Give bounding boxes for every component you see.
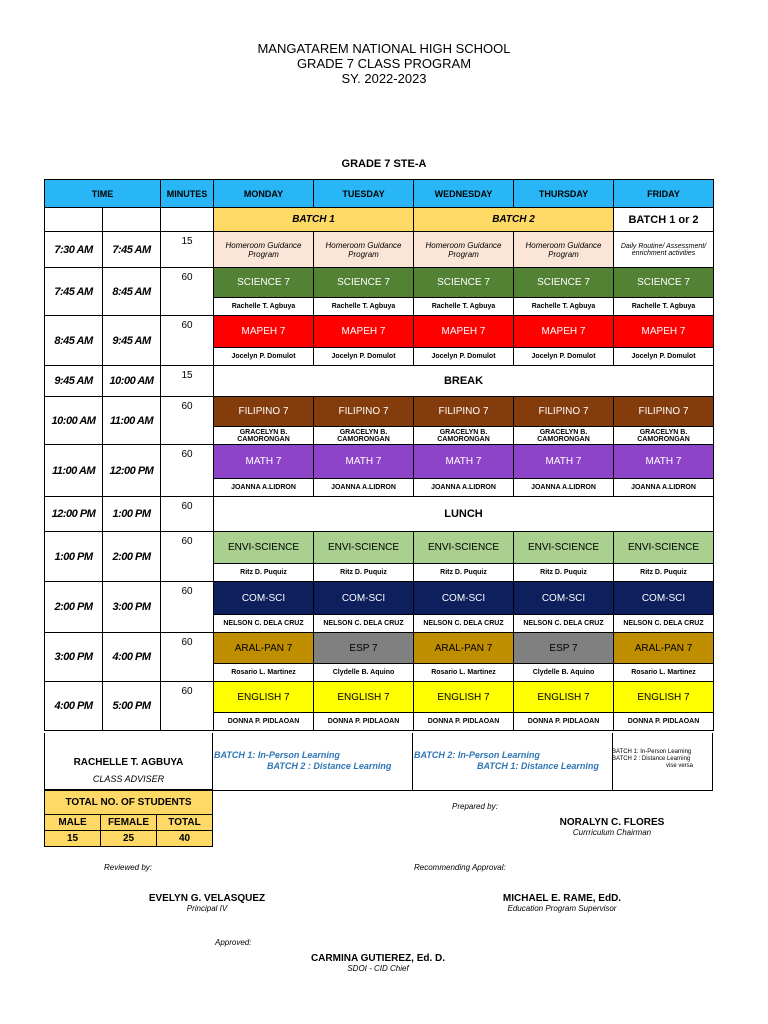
reviewed-name: EVELYN G. VELASQUEZ [148,893,266,904]
end-time: 7:45 AM [103,232,161,268]
teacher-cell-friday: JOANNA A.LIDRON [614,479,714,497]
subject-cell-monday: SCIENCE 7 [214,268,314,298]
reviewed-role: Principal IV [186,904,228,913]
female-count: 25 [101,831,157,847]
teacher-cell-wednesday: Rosario L. Martinez [414,664,514,682]
minutes-cell: 15 [161,232,214,268]
minutes-cell: 60 [161,397,214,445]
subject-cell-tuesday: ESP 7 [314,633,414,664]
recommending-name: MICHAEL E. RAME, EdD. [502,893,622,904]
teacher-cell-thursday: DONNA P. PIDLAOAN [514,713,614,731]
legend-batch2-in-person: BATCH 2: In-Person Learning [414,750,540,760]
teacher-cell-thursday: Jocelyn P. Domulot [514,348,614,366]
prepared-by-label: Prepared by: [452,802,498,811]
subject-cell-thursday: SCIENCE 7 [514,268,614,298]
subject-cell-thursday: FILIPINO 7 [514,397,614,427]
teacher-cell-monday: Rosario L. Martinez [214,664,314,682]
end-time: 3:00 PM [103,582,161,633]
teacher-cell-wednesday: GRACELYN B. CAMORONGAN [414,427,514,445]
minutes-cell: 60 [161,268,214,316]
start-time: 7:45 AM [45,268,103,316]
teacher-cell-friday: NELSON C. DELA CRUZ [614,615,714,633]
subject-cell-thursday: COM-SCI [514,582,614,615]
subject-cell-tuesday: FILIPINO 7 [314,397,414,427]
teacher-cell-monday: NELSON C. DELA CRUZ [214,615,314,633]
teacher-cell-monday: JOANNA A.LIDRON [214,479,314,497]
subject-cell-thursday: MATH 7 [514,445,614,479]
minutes-cell: 60 [161,682,214,731]
schedule-row [45,445,714,479]
teacher-cell-friday: GRACELYN B. CAMORONGAN [614,427,714,445]
subject-cell-wednesday: ARAL-PAN 7 [414,633,514,664]
subject-cell-monday: ENVI-SCIENCE [214,532,314,564]
schedule-table [44,179,714,731]
end-time: 8:45 AM [103,268,161,316]
minutes-cell: 15 [161,366,214,397]
subject-cell-wednesday: ENGLISH 7 [414,682,514,713]
minutes-cell: 60 [161,582,214,633]
schedule-row [45,682,714,713]
subject-cell-friday: Daily Routine/ Assessment/ enrichment activities [614,232,714,268]
legend-alternating [612,749,693,770]
subject-cell-monday: MATH 7 [214,445,314,479]
total-label: TOTAL [157,815,213,831]
end-time: 1:00 PM [103,497,161,532]
teacher-cell-wednesday: Jocelyn P. Domulot [414,348,514,366]
batch-2-label: BATCH 2 [414,208,614,232]
subject-cell-monday: ENGLISH 7 [214,682,314,713]
minutes-cell: 60 [161,633,214,682]
subject-cell-tuesday: Homeroom Guidance Program [314,232,414,268]
end-time: 2:00 PM [103,532,161,582]
subject-cell-monday: MAPEH 7 [214,316,314,348]
subject-cell-tuesday: MAPEH 7 [314,316,414,348]
subject-cell-thursday: ESP 7 [514,633,614,664]
day-header-wednesday: WEDNESDAY [414,180,514,208]
totals-title: TOTAL NO. OF STUDENTS [45,791,213,815]
subject-cell-friday: SCIENCE 7 [614,268,714,298]
end-time: 4:00 PM [103,633,161,682]
day-header-monday: MONDAY [214,180,314,208]
teacher-cell-wednesday: JOANNA A.LIDRON [414,479,514,497]
student-totals-table [44,790,213,847]
section-title: GRADE 7 STE-A [341,158,427,170]
teacher-cell-friday: Jocelyn P. Domulot [614,348,714,366]
teacher-cell-tuesday: Clydelle B. Aquino [314,664,414,682]
subject-cell-monday: FILIPINO 7 [214,397,314,427]
subject-cell-wednesday: Homeroom Guidance Program [414,232,514,268]
subject-cell-thursday: MAPEH 7 [514,316,614,348]
teacher-cell-thursday: JOANNA A.LIDRON [514,479,614,497]
female-label: FEMALE [101,815,157,831]
teacher-cell-friday: Ritz D. Puquiz [614,564,714,582]
teacher-cell-wednesday: Ritz D. Puquiz [414,564,514,582]
approved-role: SDOI - CID Chief [347,964,409,973]
teacher-cell-wednesday: DONNA P. PIDLAOAN [414,713,514,731]
blank-cell [161,208,214,232]
male-count: 15 [45,831,101,847]
teacher-cell-monday: DONNA P. PIDLAOAN [214,713,314,731]
teacher-cell-tuesday: JOANNA A.LIDRON [314,479,414,497]
lunch-cell: LUNCH [214,497,714,532]
day-header-tuesday: TUESDAY [314,180,414,208]
minutes-cell: 60 [161,532,214,582]
schedule-row [45,268,714,298]
start-time: 10:00 AM [45,397,103,445]
batch-1-label: BATCH 1 [214,208,414,232]
schedule-row [45,497,714,532]
end-time: 5:00 PM [103,682,161,731]
start-time: 9:45 AM [45,366,103,397]
minutes-cell: 60 [161,445,214,497]
subject-cell-tuesday: MATH 7 [314,445,414,479]
subject-cell-wednesday: FILIPINO 7 [414,397,514,427]
subject-cell-friday: ARAL-PAN 7 [614,633,714,664]
end-time: 10:00 AM [103,366,161,397]
legend-alt-line2: BATCH 2 : Distance Learning [612,756,691,762]
end-time: 9:45 AM [103,316,161,366]
blank-cell [103,208,161,232]
start-time: 2:00 PM [45,582,103,633]
subject-cell-monday: ARAL-PAN 7 [214,633,314,664]
adviser-name: RACHELLE T. AGBUYA [73,757,184,768]
teacher-cell-friday: Rosario L. Martinez [614,664,714,682]
subject-cell-tuesday: ENGLISH 7 [314,682,414,713]
teacher-cell-monday: GRACELYN B. CAMORONGAN [214,427,314,445]
teacher-cell-wednesday: Rachelle T. Agbuya [414,298,514,316]
approved-label: Approved: [215,938,252,947]
day-header-thursday: THURSDAY [514,180,614,208]
teacher-cell-tuesday: GRACELYN B. CAMORONGAN [314,427,414,445]
blank-cell [45,208,103,232]
schedule-row [45,232,714,268]
batch-1-or-2-label: BATCH 1 or 2 [614,208,714,232]
column-header-row [45,180,714,208]
teacher-cell-monday: Ritz D. Puquiz [214,564,314,582]
schedule-row [45,316,714,348]
start-time: 7:30 AM [45,232,103,268]
legend-batch2-distance: BATCH 2 : Distance Learning [267,761,392,771]
prepared-role: Currriculum Chairman [572,828,652,837]
subject-cell-tuesday: COM-SCI [314,582,414,615]
subject-cell-friday: ENVI-SCIENCE [614,532,714,564]
teacher-cell-thursday: GRACELYN B. CAMORONGAN [514,427,614,445]
subject-cell-tuesday: SCIENCE 7 [314,268,414,298]
reviewed-by-label: Reviewed by: [104,863,153,872]
teacher-cell-friday: Rachelle T. Agbuya [614,298,714,316]
reviewed-signatory [107,893,307,913]
adviser-role: CLASS ADVISER [92,774,165,784]
batch-row [45,208,714,232]
subject-cell-monday: COM-SCI [214,582,314,615]
subject-cell-friday: FILIPINO 7 [614,397,714,427]
day-header-friday: FRIDAY [614,180,714,208]
teacher-cell-tuesday: NELSON C. DELA CRUZ [314,615,414,633]
schedule-row [45,366,714,397]
approved-signatory [278,953,478,973]
start-time: 1:00 PM [45,532,103,582]
schedule-row [45,633,714,664]
teacher-cell-tuesday: DONNA P. PIDLAOAN [314,713,414,731]
subject-cell-wednesday: ENVI-SCIENCE [414,532,514,564]
subject-cell-tuesday: ENVI-SCIENCE [314,532,414,564]
start-time: 3:00 PM [45,633,103,682]
prepared-signatory [512,817,712,837]
end-time: 12:00 PM [103,445,161,497]
teacher-cell-wednesday: NELSON C. DELA CRUZ [414,615,514,633]
subject-cell-friday: ENGLISH 7 [614,682,714,713]
male-label: MALE [45,815,101,831]
approved-name: CARMINA GUTIEREZ, Ed. D. [310,953,446,964]
school-name: MANGATAREM NATIONAL HIGH SCHOOL [257,41,511,56]
program-title: GRADE 7 CLASS PROGRAM [296,56,472,71]
recommending-signatory [462,893,662,913]
start-time: 11:00 AM [45,445,103,497]
subject-cell-thursday: Homeroom Guidance Program [514,232,614,268]
subject-cell-thursday: ENVI-SCIENCE [514,532,614,564]
schedule-row [45,582,714,615]
subject-cell-monday: Homeroom Guidance Program [214,232,314,268]
teacher-cell-tuesday: Jocelyn P. Domulot [314,348,414,366]
teacher-cell-thursday: Ritz D. Puquiz [514,564,614,582]
start-time: 4:00 PM [45,682,103,731]
school-year: SY. 2022-2023 [341,71,427,86]
subject-cell-wednesday: MATH 7 [414,445,514,479]
schedule-row [45,397,714,427]
time-header: TIME [45,180,161,208]
recommending-approval-label: Recommending Approval: [414,863,506,872]
legend-alt-line3: vise versa [666,763,694,769]
legend-alt-line1: BATCH 1: In-Person Learning [612,749,692,755]
break-cell: BREAK [214,366,714,397]
teacher-cell-thursday: Rachelle T. Agbuya [514,298,614,316]
minutes-cell: 60 [161,316,214,366]
teacher-cell-friday: DONNA P. PIDLAOAN [614,713,714,731]
legend-batch1-distance: BATCH 1: Distance Learning [477,761,599,771]
total-count: 40 [157,831,213,847]
subject-cell-friday: MATH 7 [614,445,714,479]
subject-cell-wednesday: MAPEH 7 [414,316,514,348]
minutes-cell: 60 [161,497,214,532]
teacher-cell-tuesday: Ritz D. Puquiz [314,564,414,582]
subject-cell-wednesday: COM-SCI [414,582,514,615]
end-time: 11:00 AM [103,397,161,445]
subject-cell-friday: COM-SCI [614,582,714,615]
teacher-cell-thursday: Clydelle B. Aquino [514,664,614,682]
teacher-cell-monday: Rachelle T. Agbuya [214,298,314,316]
legend-batch1-in-person: BATCH 1: In-Person Learning [214,750,340,760]
recommending-role: Education Program Supervisor [507,904,617,913]
subject-cell-wednesday: SCIENCE 7 [414,268,514,298]
minutes-header: MINUTES [161,180,214,208]
teacher-cell-tuesday: Rachelle T. Agbuya [314,298,414,316]
start-time: 12:00 PM [45,497,103,532]
schedule-row [45,532,714,564]
subject-cell-friday: MAPEH 7 [614,316,714,348]
start-time: 8:45 AM [45,316,103,366]
subject-cell-thursday: ENGLISH 7 [514,682,614,713]
teacher-cell-monday: Jocelyn P. Domulot [214,348,314,366]
prepared-name: NORALYN C. FLORES [559,817,665,828]
teacher-cell-thursday: NELSON C. DELA CRUZ [514,615,614,633]
